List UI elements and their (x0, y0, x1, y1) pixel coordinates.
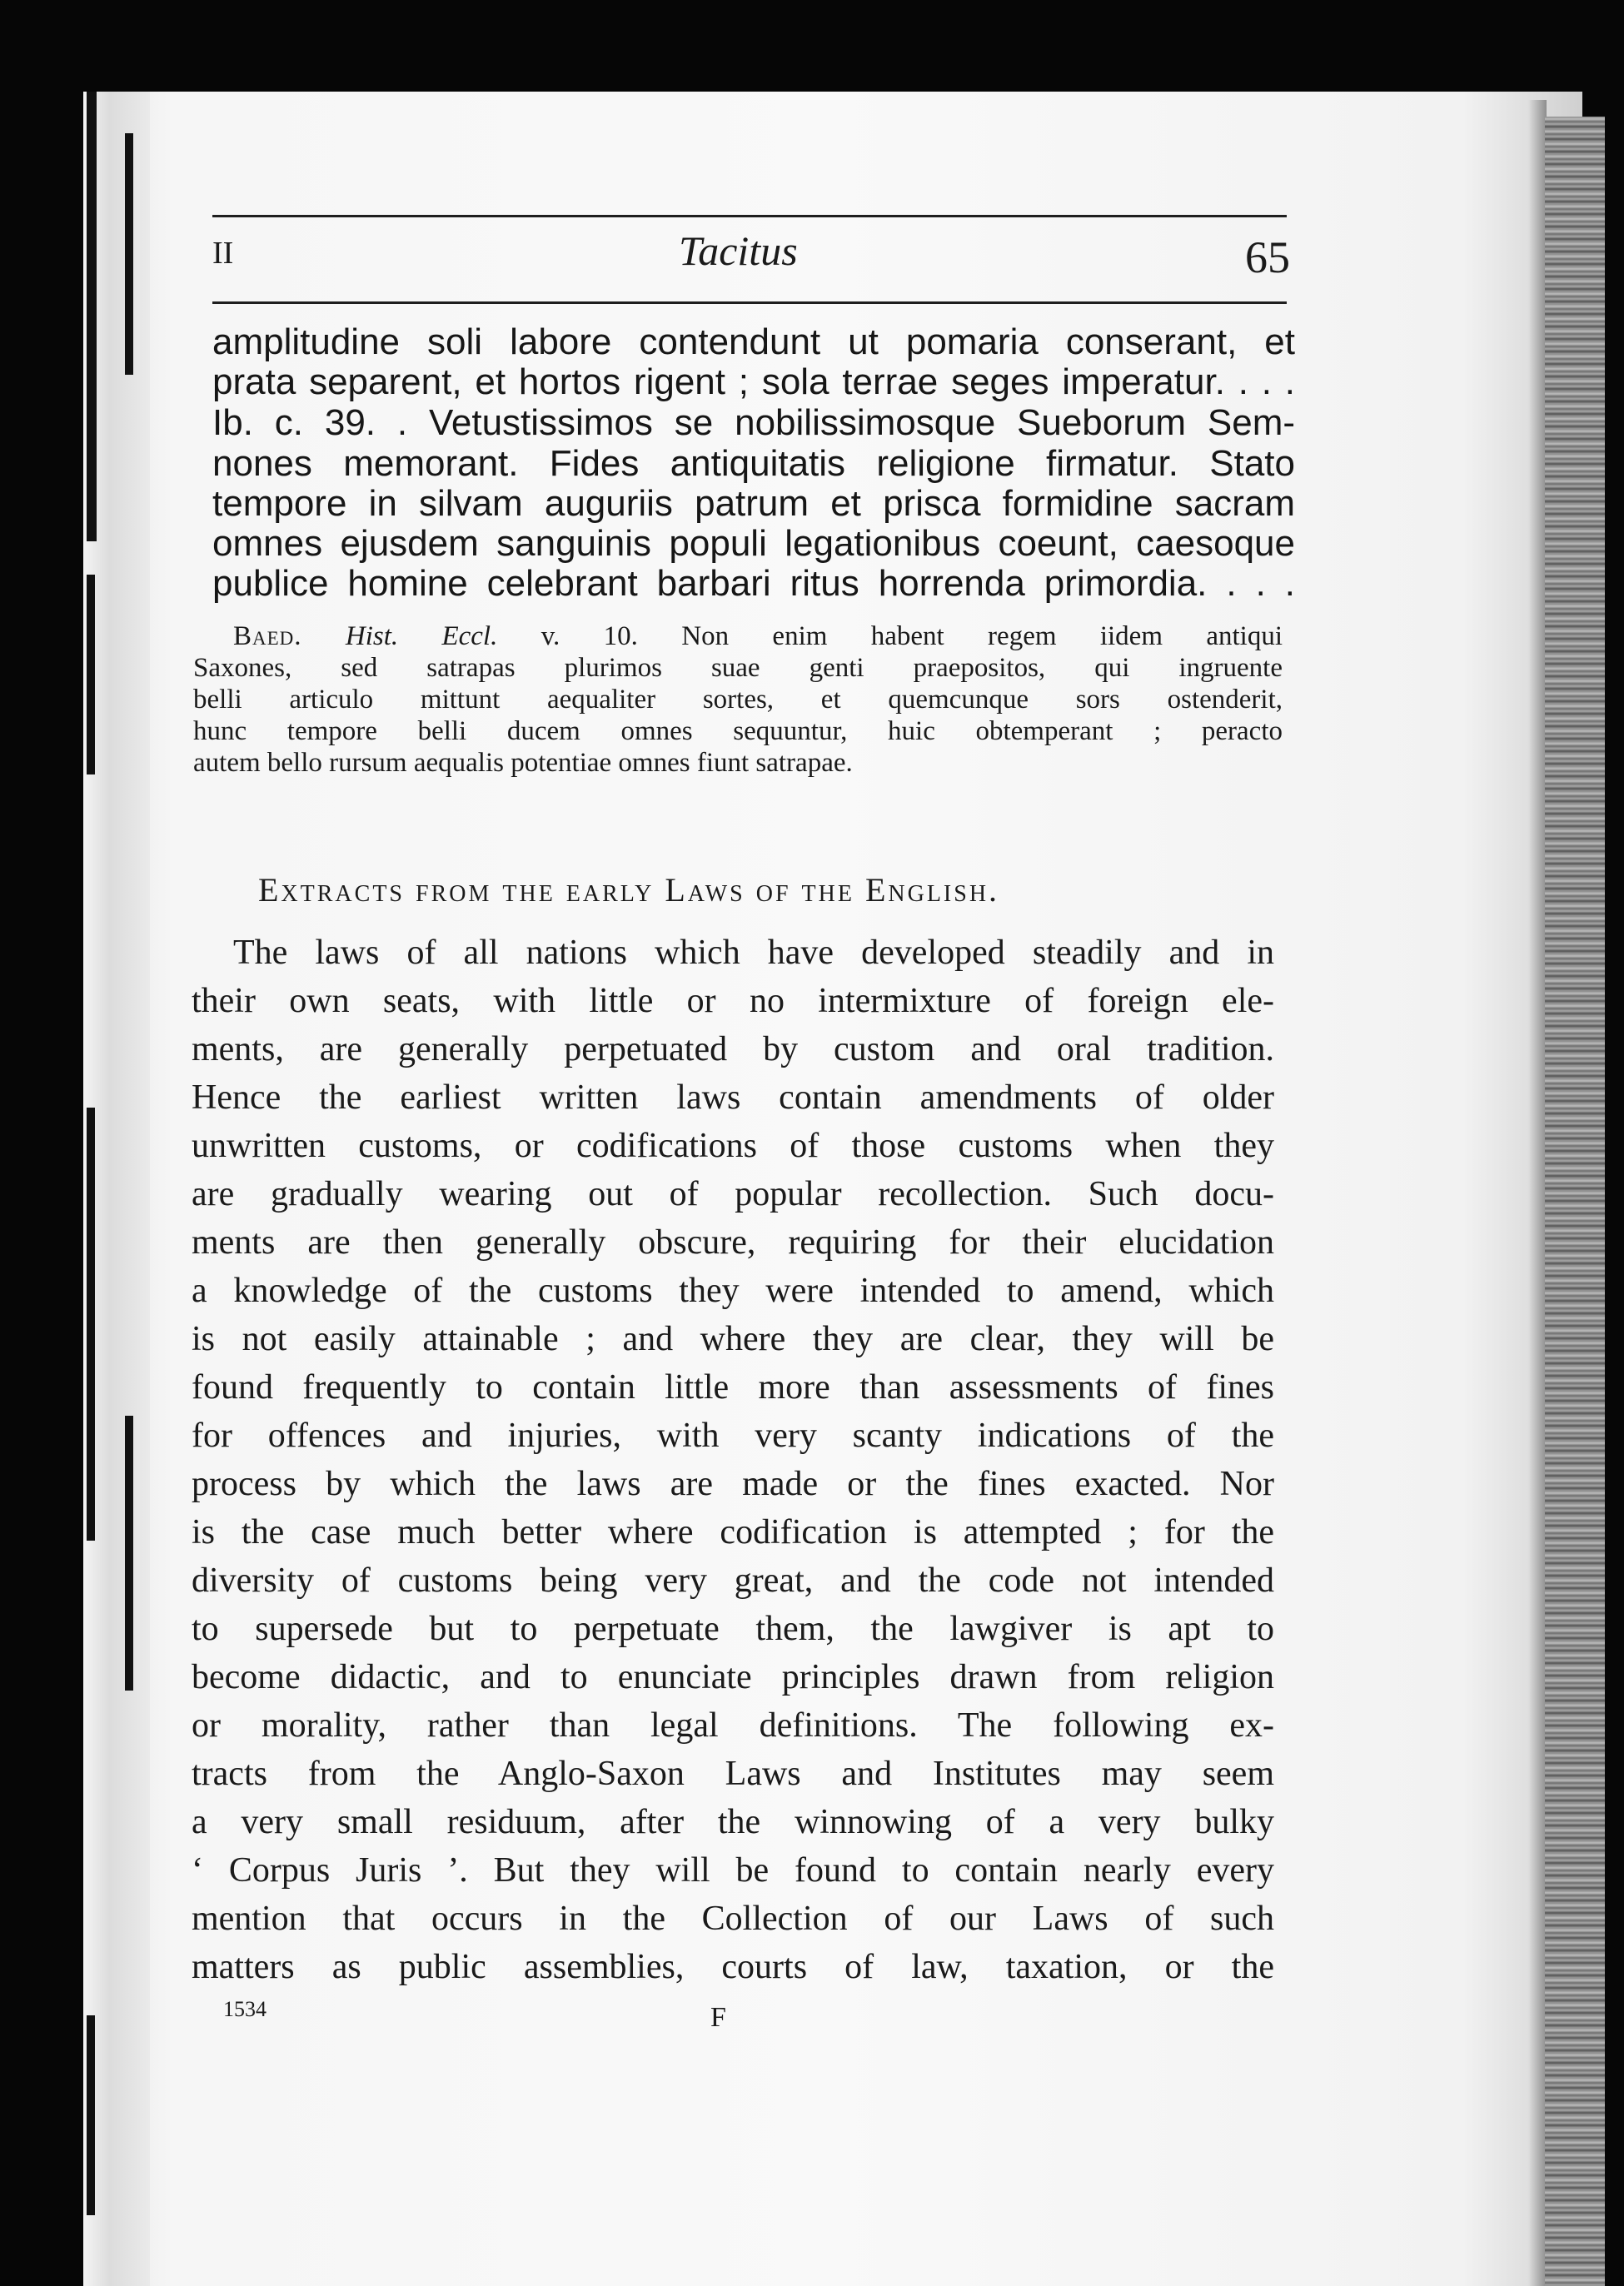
body-line: is the case much better where codification is attempted ; for the (192, 1513, 1274, 1551)
body-line: a very small residuum, after the winnowing of a very bulky (192, 1803, 1274, 1841)
body-line: their own seats, with little or no intermixture of foreign ele- (192, 982, 1274, 1020)
body-line: found frequently to contain little more than assessments of fines (192, 1368, 1274, 1407)
page-edge-shadow (1528, 100, 1547, 2286)
gutter-shadow-line (87, 575, 95, 774)
baed-work: Hist. Eccl. (345, 621, 498, 651)
gutter-shadow-line (125, 1416, 133, 1691)
page-number: 65 (1245, 232, 1290, 282)
body-line: a knowledge of the customs they were intended to amend, which (192, 1272, 1274, 1310)
body-line: or morality, rather than legal definitions. The following ex- (192, 1706, 1274, 1745)
baed-first-line (233, 621, 1283, 652)
body-line: is not easily attainable ; and where they are clear, they will be (192, 1320, 1274, 1358)
chapter-numeral: II (212, 236, 234, 271)
latin-line: omnes ejusdem sanguinis populi legationibus coeunt, caesoque (212, 523, 1295, 564)
body-line: ments are then generally obscure, requiring for their elucidation (192, 1223, 1274, 1262)
body-line: to supersede but to perpetuate them, the lawgiver is apt to (192, 1610, 1274, 1648)
body-line: The laws of all nations which have developed steadily and in (233, 934, 1274, 972)
header-top-rule (212, 215, 1287, 217)
signature-letter: F (710, 2002, 726, 2033)
gutter-shadow-line (125, 133, 133, 375)
latin-line: tempore in silvam auguriis patrum et prisca formidine sacram (212, 483, 1295, 524)
baed-line: belli articulo mittunt aequaliter sortes, et quemcunque sors ostenderit, (193, 685, 1283, 715)
baed-line: hunc tempore belli ducem omnes sequuntur, huic obtemperant ; peracto (193, 716, 1283, 746)
latin-line: Ib. c. 39. . Vetustissimos se nobilissimosque Sueborum Sem- (212, 402, 1295, 443)
page-edge-texture (1545, 117, 1605, 2286)
latin-line: publice homine celebrant barbari ritus horrenda primordia. . . . (212, 563, 1295, 604)
baed-line: autem bello rursum aequalis potentiae omnes fiunt satrapae. (193, 748, 853, 778)
body-line: ‘ Corpus Juris ’. But they will be found to contain nearly every (192, 1851, 1274, 1890)
baed-ref: v. 10. (541, 621, 638, 651)
body-line: diversity of customs being very great, and the code not intended (192, 1561, 1274, 1600)
body-line: for offences and injuries, with very scanty indications of the (192, 1417, 1274, 1455)
body-line: matters as public assemblies, courts of law, taxation, or the (192, 1948, 1274, 1986)
baed-first-line-text: Non enim habent regem iidem antiqui (681, 621, 1283, 651)
gutter-shadow-line (87, 92, 97, 541)
body-line: process by which the laws are made or the fines exacted. Nor (192, 1465, 1274, 1503)
latin-line: prata separent, et hortos rigent ; sola terrae seges imperatur. . . . (212, 361, 1295, 402)
body-line: tracts from the Anglo-Saxon Laws and Institutes may seem (192, 1755, 1274, 1793)
signature-mark: 1534 (223, 1997, 267, 2021)
body-line: mention that occurs in the Collection of our Laws of such (192, 1900, 1274, 1938)
body-line: Hence the earliest written laws contain amendments of older (192, 1078, 1274, 1117)
header-bottom-rule (212, 301, 1287, 304)
gutter-shadow-line (87, 2015, 95, 2215)
gutter-shadow-line (87, 1108, 95, 1541)
body-line: unwritten customs, or codifications of those customs when they (192, 1127, 1274, 1165)
running-title: Tacitus (679, 227, 798, 274)
body-line: ments, are generally perpetuated by custom and oral tradition. (192, 1030, 1274, 1068)
body-line: are gradually wearing out of popular recollection. Such docu- (192, 1175, 1274, 1213)
latin-line: amplitudine soli labore contendunt ut pomaria conserant, et (212, 321, 1295, 362)
body-line: become didactic, and to enunciate principles drawn from religion (192, 1658, 1274, 1696)
baed-line: Saxones, sed satrapas plurimos suae genti praepositos, qui ingruente (193, 653, 1283, 683)
latin-line: nones memorant. Fides antiquitatis religione firmatur. Stato (212, 443, 1295, 484)
baed-author: Baed. (233, 621, 302, 651)
section-heading: Extracts from the early Laws of the English. (258, 871, 1000, 909)
